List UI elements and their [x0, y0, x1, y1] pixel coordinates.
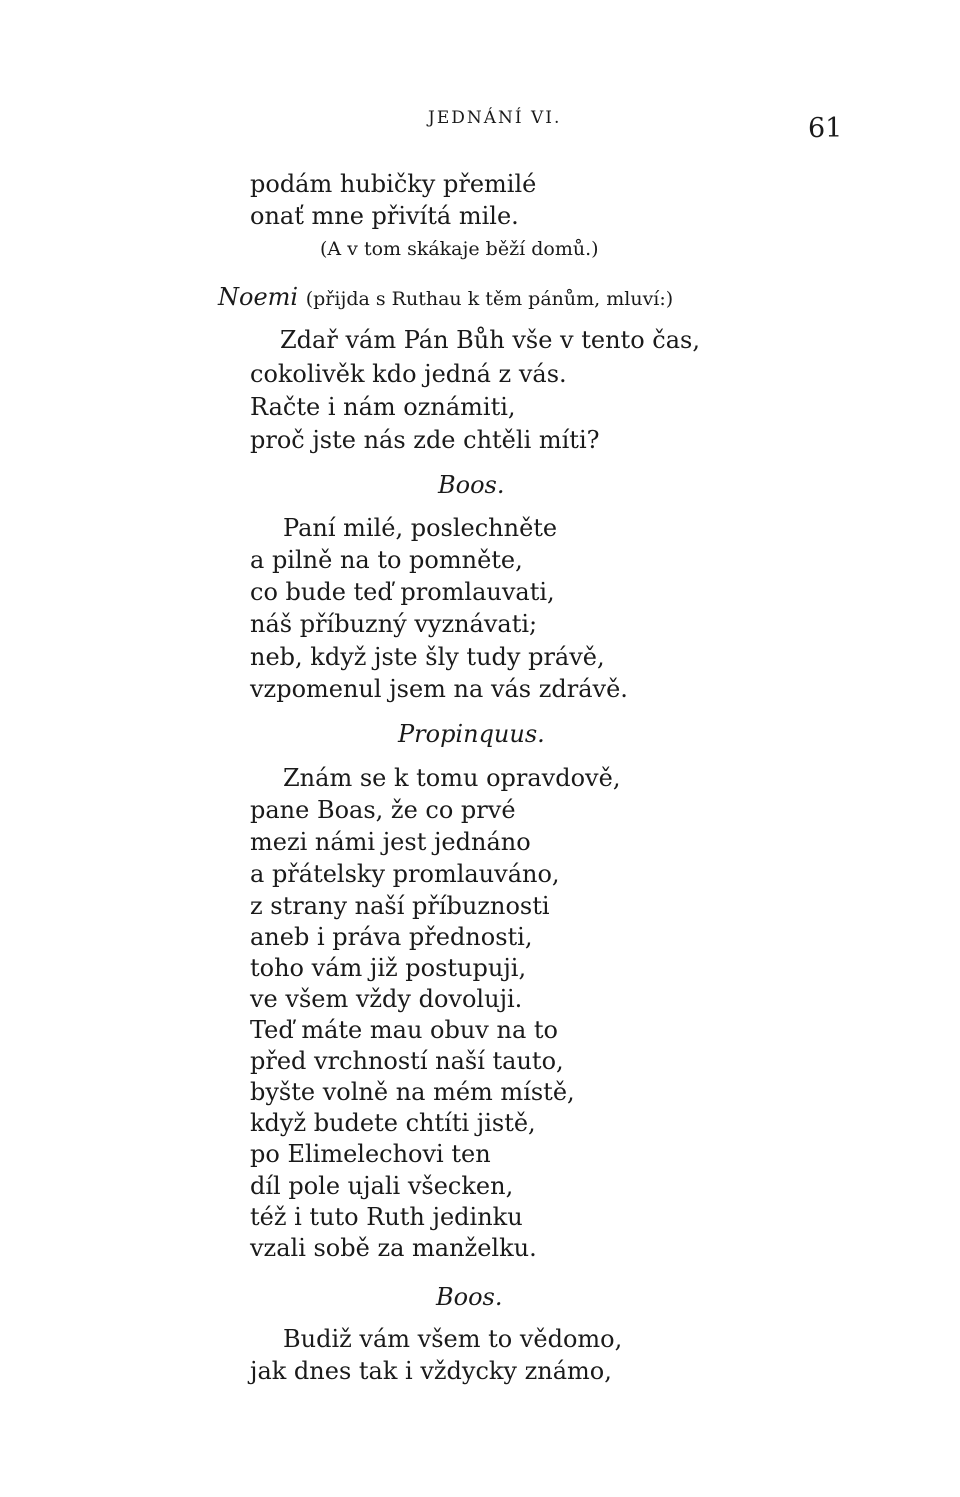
- verse-line: toho vám již postupuji,: [250, 954, 527, 982]
- verse-line: Teď máte mau obuv na to: [250, 1016, 558, 1044]
- verse-line: onať mne přivítá mile.: [250, 202, 519, 230]
- verse-line: díl pole ujali všecken,: [250, 1172, 514, 1200]
- verse-line: Budiž vám všem to vědomo,: [283, 1325, 623, 1353]
- verse-line: proč jste nás zde chtěli míti?: [250, 426, 600, 454]
- verse-line: cokolivěk kdo jedná z vás.: [250, 360, 567, 388]
- verse-line: a přátelsky promlauváno,: [250, 860, 560, 888]
- verse-line: Zdař vám Pán Bůh vše v tento čas,: [280, 326, 700, 354]
- speaker-name: Noemi: [218, 283, 299, 311]
- speaker-name: Boos.: [436, 1283, 503, 1311]
- verse-line: mezi námi jest jednáno: [250, 828, 531, 856]
- verse-line: vzpomenul jsem na vás zdrávě.: [250, 675, 628, 703]
- verse-line: z strany naší příbuznosti: [250, 892, 550, 920]
- verse-line: ve všem vždy dovoluji.: [250, 985, 523, 1013]
- verse-line: když budete chtíti jistě,: [250, 1109, 536, 1137]
- verse-line: jak dnes tak i vždycky známo,: [250, 1357, 612, 1385]
- stage-direction: (A v tom skákaje běží domů.): [320, 238, 599, 260]
- stage-direction: (přijda s Ruthau k těm pánům, mluví:): [305, 288, 674, 310]
- verse-line: podám hubičky přemilé: [250, 170, 537, 198]
- verse-line: co bude teď promlauvati,: [250, 578, 555, 606]
- verse-line: Paní milé, poslechněte: [283, 514, 558, 542]
- speaker-heading: [218, 285, 673, 309]
- speaker-name: Boos.: [438, 471, 505, 499]
- verse-line: aneb i práva přednosti,: [250, 923, 533, 951]
- page-number: 61: [808, 113, 843, 144]
- speaker-name: Propinquus.: [398, 720, 545, 748]
- verse-line: neb, když jste šly tudy právě,: [250, 643, 605, 671]
- verse-line: před vrchností naší tauto,: [250, 1047, 564, 1075]
- verse-line: Račte i nám oznámiti,: [250, 393, 516, 421]
- running-title: JEDNÁNÍ VI.: [428, 108, 562, 128]
- verse-line: náš příbuzný vyznávati;: [250, 610, 538, 638]
- verse-line: po Elimelechovi ten: [250, 1140, 491, 1168]
- verse-line: pane Boas, že co prvé: [250, 796, 516, 824]
- verse-line: též i tuto Ruth jedinku: [250, 1203, 523, 1231]
- verse-line: byšte volně na mém místě,: [250, 1078, 575, 1106]
- verse-line: Znám se k tomu opravdově,: [283, 764, 621, 792]
- verse-line: vzali sobě za manželku.: [250, 1234, 537, 1262]
- verse-line: a pilně na to pomněte,: [250, 546, 523, 574]
